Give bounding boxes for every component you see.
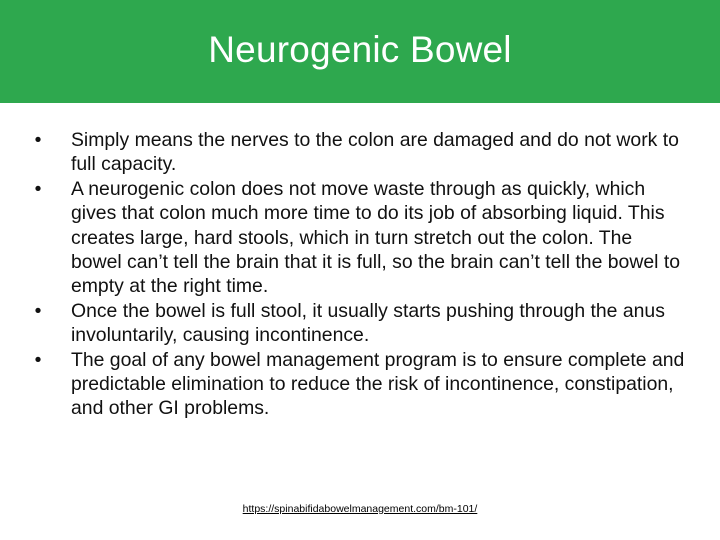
bullet-list	[28, 128, 688, 421]
bullet-item	[28, 177, 688, 299]
bullet-item	[28, 348, 688, 421]
title-bar	[0, 0, 720, 103]
source-link-container	[0, 499, 720, 517]
bullet-marker: •	[34, 129, 42, 151]
bullet-text: A neurogenic colon does not move waste through as quickly, which gives that colon much more time to do its job of absorbing liquid. This creates large, hard stools, which in turn stretch out the colon. The bowel can’t tell the brain that it is full, so the brain can’t tell the bowel to empty at the right time.	[71, 177, 680, 298]
bullet-marker: •	[34, 177, 42, 200]
bullet-item	[28, 128, 688, 177]
bullet-marker: •	[34, 348, 42, 371]
bullet-marker: •	[34, 299, 42, 322]
bullet-item	[28, 299, 688, 348]
slide-title: Neurogenic Bowel	[208, 28, 512, 70]
source-link[interactable]: https://spinabifidabowelmanagement.com/bm-101/	[242, 503, 478, 515]
bullet-text: The goal of any bowel management program is to ensure complete and predictable elimination to reduce the risk of incontinence, constipation, and other GI problems.	[71, 348, 685, 420]
bullet-text: Simply means the nerves to the colon are damaged and do not work to full capacity.	[71, 129, 679, 176]
bullet-text: Once the bowel is full stool, it usually starts pushing through the anus involuntarily, causing incontinence.	[71, 299, 665, 347]
